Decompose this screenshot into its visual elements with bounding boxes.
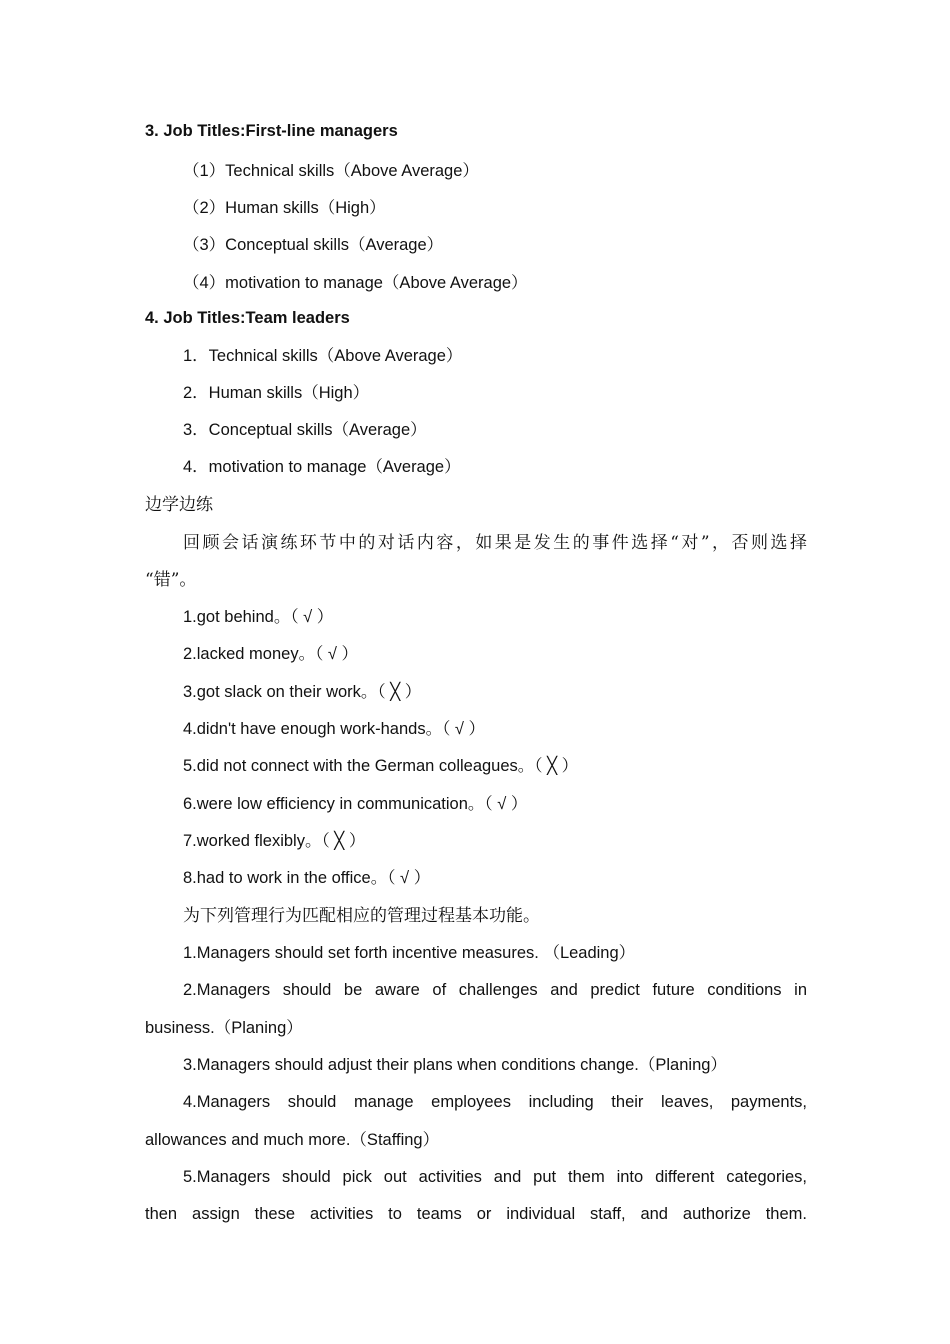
matching-item-3: 3.Managers should adjust their plans when conditions change.（Planing） <box>183 1056 727 1074</box>
practice-item-6: 6.were low efficiency in communication。（ √ ） <box>183 795 528 813</box>
practice-instruction-line-2: “错”。 <box>145 570 197 590</box>
matching-item-2-line-1: 2.Managers should be aware of challenges and predict future conditions in <box>183 981 807 999</box>
practice-item-5: 5.did not connect with the German colleagues。（ ╳ ） <box>183 757 579 775</box>
section-3-item-1: （1）Technical skills（Above Average） <box>183 162 479 180</box>
practice-title: 边学边练 <box>145 495 213 515</box>
section-4-item-2: 2．Human skills（High） <box>183 384 370 402</box>
practice-item-1: 1.got behind。（ √ ） <box>183 608 334 626</box>
matching-item-2-line-2: business.（Planing） <box>145 1019 303 1037</box>
practice-item-3: 3.got slack on their work。（ ╳ ） <box>183 683 422 701</box>
matching-item-5-line-2: then assign these activities to teams or individual staff, and authorize them. <box>145 1205 807 1223</box>
practice-item-2: 2.lacked money。（ √ ） <box>183 645 359 663</box>
section-4-item-4: 4．motivation to manage（Average） <box>183 458 461 476</box>
section-3-heading: 3. Job Titles:First-line managers <box>145 122 398 140</box>
section-4-item-3: 3．Conceptual skills（Average） <box>183 421 427 439</box>
practice-item-8: 8.had to work in the office。（ √ ） <box>183 869 431 887</box>
practice-item-7: 7.worked flexibly。（ ╳ ） <box>183 832 366 850</box>
matching-instruction: 为下列管理行为匹配相应的管理过程基本功能。 <box>183 906 540 926</box>
section-4-heading: 4. Job Titles:Team leaders <box>145 309 350 327</box>
matching-item-4-line-1: 4.Managers should manage employees including their leaves, payments, <box>183 1093 807 1111</box>
practice-item-4: 4.didn't have enough work-hands。（ √ ） <box>183 720 486 738</box>
section-3-item-2: （2）Human skills（High） <box>183 199 386 217</box>
practice-instruction-line-1: 回顾会话演练环节中的对话内容，如果是发生的事件选择“对”，否则选择 <box>183 533 807 553</box>
section-4-item-1: 1．Technical skills（Above Average） <box>183 347 463 365</box>
matching-item-4-line-2: allowances and much more.（Staffing） <box>145 1131 440 1149</box>
section-3-item-4: （4）motivation to manage（Above Average） <box>183 274 528 292</box>
section-3-item-3: （3）Conceptual skills（Average） <box>183 236 444 254</box>
matching-item-5-line-1: 5.Managers should pick out activities and put them into different categories, <box>183 1168 807 1186</box>
matching-item-1: 1.Managers should set forth incentive measures. （Leading） <box>183 944 636 962</box>
